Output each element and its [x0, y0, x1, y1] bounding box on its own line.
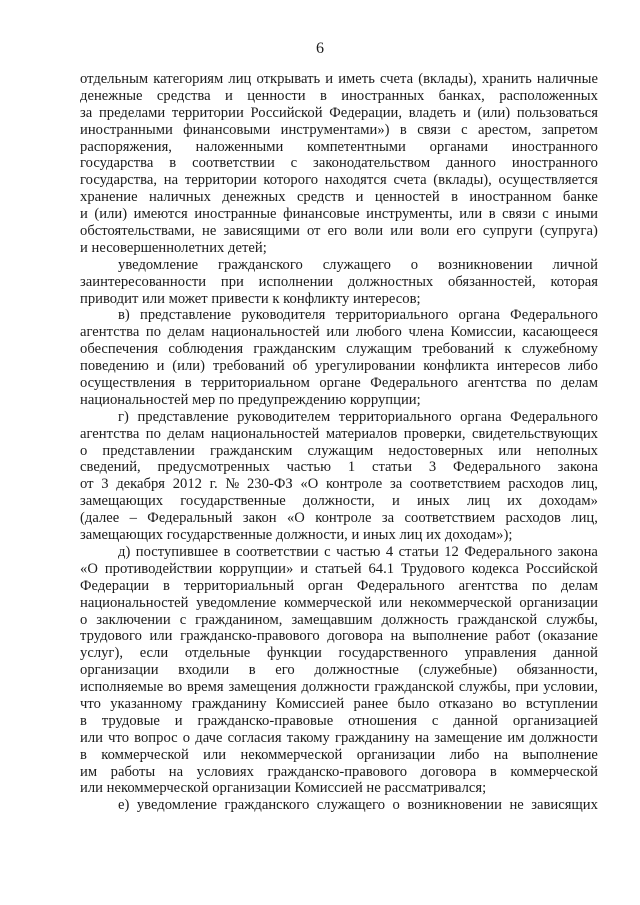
text-line: исполняемые во время замещения должности гражданской службы, при условии,	[80, 679, 598, 696]
text-line: за пределами территории Российской Федерации, владеть и (или) пользоваться	[80, 104, 598, 121]
text-line: обеспечения соблюдения гражданским служащим требований к служебному	[80, 341, 598, 358]
text-line: от 3 декабря 2012 г. № 230-ФЗ «О контроле за соответствием расходов лиц,	[80, 476, 598, 493]
text-line: приводит или может привести к конфликту интересов;	[80, 290, 421, 307]
text-line: уведомление гражданского служащего о возникновении личной	[118, 256, 598, 273]
text-line: д) поступившее в соответствии с частью 4 статьи 12 Федерального закона	[118, 543, 598, 560]
text-line: услуг), если отдельные функции государственного управления данной	[80, 645, 598, 662]
text-line: организации входили в его должностные (служебные) обязанности,	[80, 662, 598, 679]
text-line: национальностей уведомление коммерческой или некоммерческой организации	[80, 594, 598, 611]
text-line: агентства по делам национальностей материалов проверки, свидетельствующих	[80, 425, 598, 442]
text-line: иностранными финансовыми инструментами») в связи с арестом, запретом	[80, 121, 598, 138]
text-line: трудового или гражданско-правового договора на выполнение работ (оказание	[80, 628, 598, 645]
text-line: о заключении с гражданином, замещавшим должность гражданской службы,	[80, 611, 598, 628]
text-line: им работы на условиях гражданско-правового договора в коммерческой	[80, 763, 598, 780]
text-line: обстоятельствами, не зависящими от его воли или воли его супруги (супруга)	[80, 223, 598, 240]
text-line: замещающих государственные должности, и иных лиц их доходам»);	[80, 527, 513, 544]
text-line: «О противодействии коррупции» и статьей 64.1 Трудового кодекса Российской	[80, 560, 598, 577]
text-line: агентства по делам национальностей или любого члена Комиссии, касающееся	[80, 324, 598, 341]
text-line: распоряжения, наложенными компетентными органами иностранного	[80, 138, 598, 155]
text-line: (далее – Федеральный закон «О контроле за соответствием расходов лиц,	[80, 510, 598, 527]
text-line: государства в соответствии с законодательством данного иностранного	[80, 155, 598, 172]
document-body	[80, 71, 598, 814]
text-line: в коммерческой или некоммерческой организации либо на выполнение	[80, 746, 598, 763]
text-line: поведению и (или) требований об урегулировании конфликта интересов либо	[80, 358, 598, 375]
text-line: или некоммерческой организации Комиссией не рассматривался;	[80, 780, 487, 797]
page-number: 6	[316, 40, 324, 57]
text-line: сведений, предусмотренных частью 1 статьи 3 Федерального закона	[80, 459, 598, 476]
text-line: Федерации в территориальный орган Федерального агентства по делам	[80, 577, 598, 594]
text-line: что указанному гражданину Комиссией ранее было отказано во вступлении	[80, 695, 598, 712]
text-line: национальностей мер по предупреждению коррупции;	[80, 391, 421, 408]
text-line: заинтересованности при исполнении должностных обязанностей, которая	[80, 273, 598, 290]
text-line: осуществления в территориальном органе Федерального агентства по делам	[80, 375, 598, 392]
text-line: отдельным категориям лиц открывать и иметь счета (вклады), хранить наличные	[80, 71, 598, 87]
text-line: о представлении гражданским служащим недостоверных или неполных	[80, 442, 598, 459]
text-line: е) уведомление гражданского служащего о возникновении не зависящих	[118, 797, 598, 814]
text-line: денежные средства и ценности в иностранных банках, расположенных	[80, 87, 598, 104]
text-line: г) представление руководителем территориального органа Федерального	[118, 408, 598, 425]
text-line: в трудовые и гражданско-правовые отношения с данной организацией	[80, 712, 598, 729]
text-line: и (или) имеются иностранные финансовые инструменты, или в связи с иными	[80, 206, 598, 223]
text-line: или что вопрос о даче согласия такому гражданину на замещение им должности	[80, 729, 598, 746]
text-line: замещающих государственные должности, и иных лиц их доходам»	[80, 493, 598, 510]
text-line: хранение наличных денежных средств и ценностей в иностранном банке	[80, 189, 598, 206]
text-line: в) представление руководителя территориального органа Федерального	[118, 307, 598, 324]
text-line: государства, на территории которого находятся счета (вклады), осуществляется	[80, 172, 598, 189]
text-line: и несовершеннолетних детей;	[80, 239, 267, 256]
